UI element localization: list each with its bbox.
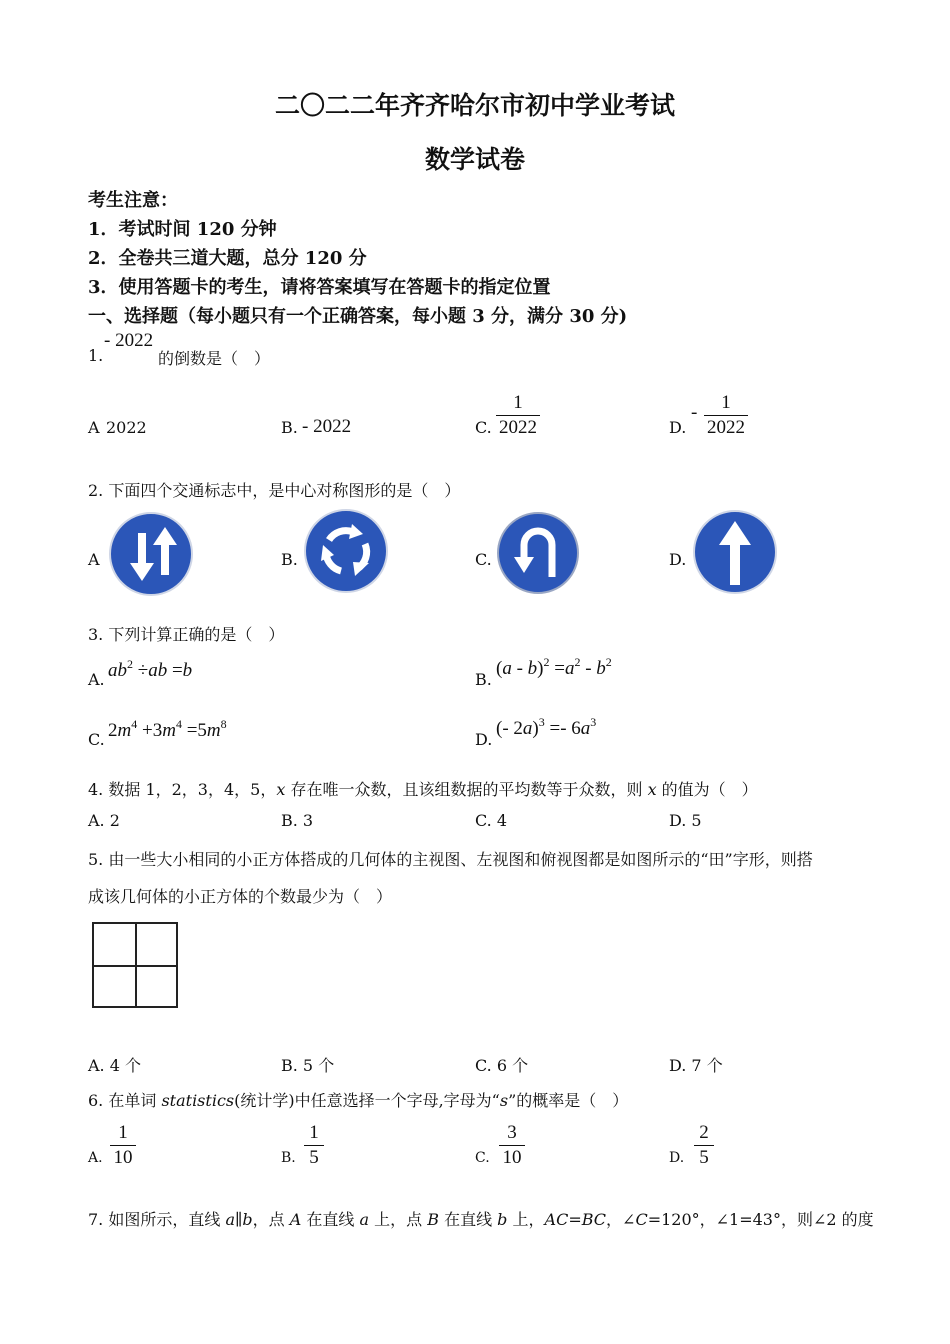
notice-item-1: 1．考试时间 120 分钟 [88,219,277,240]
q1-option-b-value: - 2022 [302,416,352,437]
q6-letter: s [499,1091,509,1110]
q6-option-c-denominator: 10 [502,1147,522,1168]
q7-text-2: ，点 [252,1210,290,1229]
q5-option-c: C. 6 个 [475,1056,529,1075]
q1-option-c-fraction [496,392,540,439]
q6-text-a: 6. 在单词 [88,1091,162,1110]
fraction-bar [704,415,748,416]
q6-option-d-label: D. [669,1150,685,1166]
roundabout-sign-icon [303,508,389,594]
q4-option-b: B. 3 [281,811,314,830]
tian-grid-figure [92,922,178,1008]
q4-option-a: A. 2 [88,811,120,830]
exam-title: 二〇二二年齐齐哈尔市初中学业考试 [274,91,675,120]
q5-text-line-2: 成该几何体的小正方体的个数最少为（ ） [88,887,393,906]
q1-option-d-sign: - [691,402,698,423]
fraction-bar [304,1145,324,1146]
q1-option-d-numerator: 1 [721,392,731,413]
q1-option-d-label: D. [669,418,687,437]
q1-option-a-value: 2022 [106,418,147,437]
q6-option-d-fraction [694,1122,714,1169]
q4-text-a: 4. 数据 1，2，3，4，5， [88,780,277,799]
q5-option-b: B. 5 个 [281,1056,335,1075]
q3-option-c-formula: $2m^4 +3m^4 =5m^8$ [108,717,227,741]
q6-option-b-numerator: 1 [309,1122,319,1143]
q7-text [88,1207,874,1230]
q6-option-b-fraction [304,1122,324,1169]
q7-text-5: 在直线 [438,1210,498,1229]
q4-option-c: C. 4 [475,811,508,830]
q6-option-a-fraction [110,1122,136,1169]
q4-text-c: 的值为（ ） [656,780,758,799]
q7-text-1: 7. 如图所示，直线 [88,1210,226,1229]
straight-ahead-sign-icon [693,509,777,595]
q6-option-d-numerator: 2 [699,1122,709,1143]
q4-variable: x [647,780,657,799]
q6-text [88,1088,628,1111]
q1-option-d-denominator: 2022 [707,417,745,438]
q2-text: 2. 下面四个交通标志中，是中心对称图形的是（ ） [88,481,461,500]
q3-option-d-formula: (- $2a)^3 =- 6a^3$ [496,715,597,739]
q7-text-4: 上，点 [369,1210,428,1229]
q3-text: 3. 下列计算正确的是（ ） [88,625,285,644]
q5-option-a: A. 4 个 [88,1056,141,1075]
q3-option-d-label: D. [475,730,493,749]
q4-variable: x [276,780,286,799]
q3-option-a-formula: $ab^2 \div ab =b$ [108,657,193,681]
q7-text-6: 上， [507,1210,545,1229]
q7-line-b: b [497,1210,508,1229]
q6-option-b-denominator: 5 [309,1147,319,1168]
q4-text-b: 存在唯一众数，且该组数据的平均数等于众数，则 [285,780,648,799]
q6-option-a-label: A. [88,1150,103,1166]
q1-option-d-fraction [704,392,748,439]
q7-equation: AC=BC [544,1210,607,1229]
q1-text: 的倒数是（ ） [158,349,271,368]
q7-line-b: b [242,1210,253,1229]
grid-divider [94,965,176,967]
q7-line-a: a [359,1210,370,1229]
q3-option-c-label: C. [88,730,105,749]
q7-text-8: =120°，∠1=43°，则∠2 的度 [647,1210,874,1229]
q6-option-c-label: C. [475,1150,490,1166]
q1-option-c-numerator: 1 [513,392,523,413]
q6-option-a-denominator: 10 [113,1147,133,1168]
q1-expression: - 2022 [104,330,154,351]
q2-option-b-label: B. [281,550,298,569]
q7-point-a: A [289,1210,302,1229]
section-1-title: 一、选择题（每小题只有一个正确答案，每小题 3 分，满分 30 分) [88,306,628,327]
q7-text-7: ，∠ [606,1210,636,1229]
fraction-bar [499,1145,525,1146]
q4-text [88,777,758,800]
q6-option-c-numerator: 3 [507,1122,517,1143]
q6-option-b-label: B. [281,1150,296,1166]
q6-text-b: (统计学)中任意选择一个字母,字母为“ [234,1091,500,1110]
exam-subtitle: 数学试卷 [424,145,525,174]
q3-option-b-label: B. [475,670,492,689]
q2-option-c-label: C. [475,550,492,569]
q1-option-a-label: A [88,418,100,437]
fraction-bar [694,1145,714,1146]
fraction-bar [110,1145,136,1146]
fraction-bar [496,415,540,416]
q7-point-c: C [635,1210,648,1229]
q6-option-d-denominator: 5 [699,1147,709,1168]
notice-heading: 考生注意： [88,190,178,211]
q1-option-b-label: B. [281,418,298,437]
q3-option-a-label: A. [88,670,105,689]
q6-text-c: ”的概率是（ ） [508,1091,629,1110]
q7-text-3: 在直线 [301,1210,360,1229]
q3-option-b-formula: $(a - b)^2 =a^2 - b^2$ [496,655,612,679]
notice-item-3: 3．使用答题卡的考生，请将答案填写在答题卡的指定位置 [88,277,551,298]
q5-text-line-1: 5. 由一些大小相同的小正方体搭成的几何体的主视图、左视图和俯视图都是如图所示的“田”字形，则搭 [88,850,813,869]
q6-option-a-numerator: 1 [118,1122,128,1143]
q7-point-b: B [427,1210,439,1229]
two-way-arrows-sign-icon [108,511,194,597]
q6-option-c-fraction [499,1122,525,1169]
q2-option-a-label: A [88,550,100,569]
q6-word: statistics [161,1091,235,1110]
q5-option-d: D. 7 个 [669,1056,723,1075]
q4-option-d: D. 5 [669,811,702,830]
notice-item-2: 2．全卷共三道大题，总分 120 分 [88,248,367,269]
q1-option-c-denominator: 2022 [499,417,537,438]
q7-line-a: a [225,1210,235,1229]
q2-option-d-label: D. [669,550,687,569]
u-turn-sign-icon [496,511,580,595]
q1-number: 1. [88,346,104,365]
q7-parallel-symbol: ∥ [235,1210,243,1229]
q1-option-c-label: C. [475,418,492,437]
